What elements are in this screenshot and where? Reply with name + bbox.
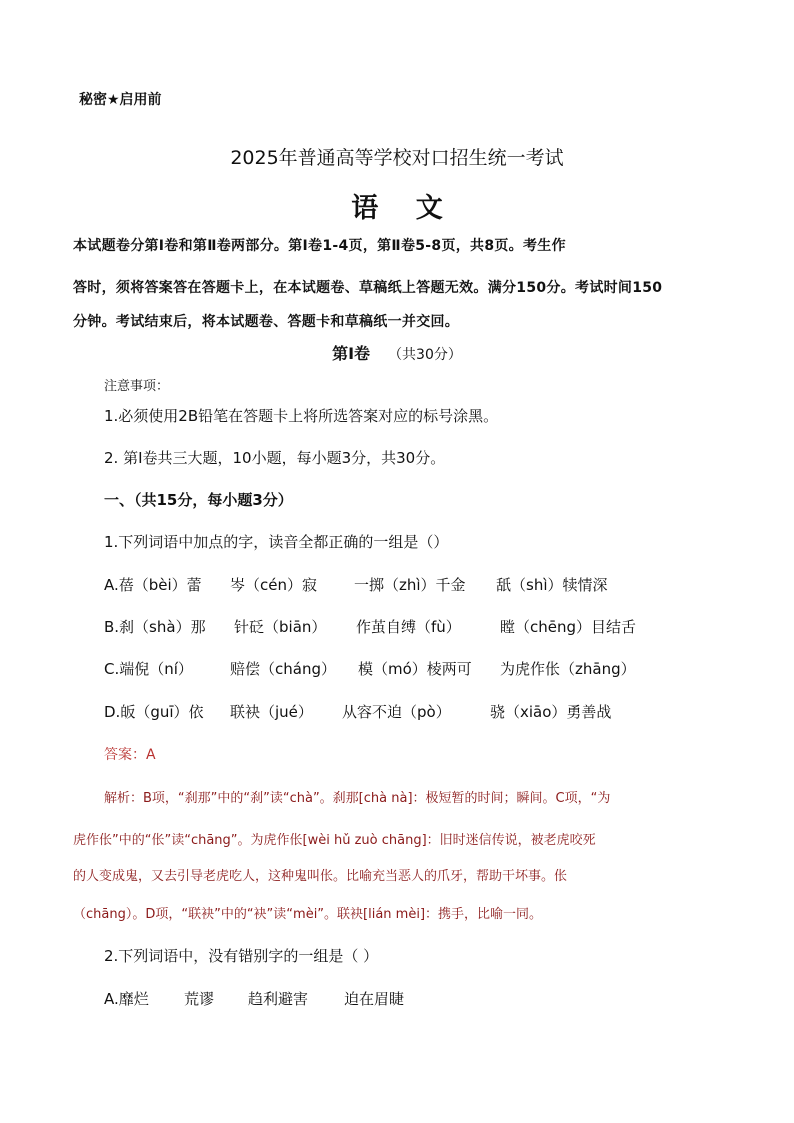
- question-1-analysis-line-2: 虎作伥”中的“伥”读“chāng”。为虎作伥[wèi hǔ zuò chāng]：旧时迷信传说，被老虎咬死: [73, 833, 596, 848]
- part-title-label: 第Ⅰ卷: [332, 344, 371, 363]
- confidential-mark: 秘密★启用前: [79, 92, 162, 108]
- intro-line-2: 答时，须将答案答在答题卡上，在本试题卷、草稿纸上答题无效。满分150分。考试时间150: [73, 280, 663, 296]
- exam-title: 2025年普通高等学校对口招生统一考试: [230, 147, 564, 169]
- option-c-word-3: 模（mó）棱两可: [358, 660, 472, 678]
- option-b-word-4: 瞠（chēng）目结舌: [500, 618, 637, 636]
- option-a-word-1: A.蓓（bèi）蕾: [104, 576, 202, 594]
- question-1-stem: 1.下列词语中加点的字，读音全都正确的一组是（）: [104, 533, 449, 551]
- option-b-word-3: 作茧自缚（fù）: [356, 618, 461, 636]
- option-a-word-2: 岑（cén）寂: [230, 576, 317, 594]
- option-b-word-2: 针砭（biān）: [234, 618, 327, 636]
- option-c-word-4: 为虎作伥（zhāng）: [500, 660, 636, 678]
- notice-item-1: 1.必须使用2B铅笔在答题卡上将所选答案对应的标号涂黑。: [104, 407, 499, 425]
- q2-option-a-word-1: A.靡烂: [104, 990, 149, 1008]
- notice-label: 注意事项：: [104, 379, 170, 394]
- question-1-analysis-line-1: 解析：B项，“刹那”中的“刹”读“chà”。刹那[chà nà]：极短暂的时间；瞬间。C项，“为: [104, 791, 611, 806]
- q2-option-a-word-4: 迫在眉睫: [344, 990, 405, 1008]
- option-b-word-1: B.刹（shà）那: [104, 618, 206, 636]
- question-1-analysis-line-4: （chāng）。D项，“联袂”中的“袂”读“mèi”。联袂[lián mèi]：携手，比喻一同。: [73, 907, 543, 922]
- q2-option-a-word-3: 趋利避害: [248, 990, 309, 1008]
- option-d-word-2: 联袂（jué）: [230, 703, 313, 721]
- intro-line-1: 本试题卷分第Ⅰ卷和第Ⅱ卷两部分。第Ⅰ卷1-4页，第Ⅱ卷5-8页，共8页。考生作: [73, 238, 566, 254]
- part-score: （共30分）: [388, 347, 462, 363]
- question-1-answer: 答案：A: [104, 747, 156, 763]
- option-d-word-1: D.皈（guī）依: [104, 703, 204, 721]
- part-title: [0, 341, 794, 364]
- option-c-word-1: C.端倪（ní）: [104, 660, 193, 678]
- question-1-analysis-line-3: 的人变成鬼，又去引导老虎吃人，这种鬼叫伥。比喻充当恶人的爪牙，帮助干坏事。伥: [73, 869, 568, 884]
- notice-item-2: 2. 第Ⅰ卷共三大题，10小题，每小题3分，共30分。: [104, 449, 446, 467]
- option-a-word-4: 舐（shì）犊情深: [496, 576, 608, 594]
- subject-title: 语 文: [351, 193, 457, 224]
- question-2-stem: 2.下列词语中，没有错别字的一组是（ ）: [104, 947, 379, 965]
- option-c-word-2: 赔偿（cháng）: [230, 660, 336, 678]
- intro-line-3: 分钟。考试结束后，将本试题卷、答题卡和草稿纸一并交回。: [73, 314, 460, 330]
- option-d-word-3: 从容不迫（pò）: [342, 703, 451, 721]
- q2-option-a-word-2: 荒谬: [184, 990, 215, 1008]
- option-d-word-4: 骁（xiāo）勇善战: [490, 703, 612, 721]
- option-a-word-3: 一掷（zhì）千金: [354, 576, 466, 594]
- section-heading: 一、（共15分，每小题3分）: [104, 491, 293, 509]
